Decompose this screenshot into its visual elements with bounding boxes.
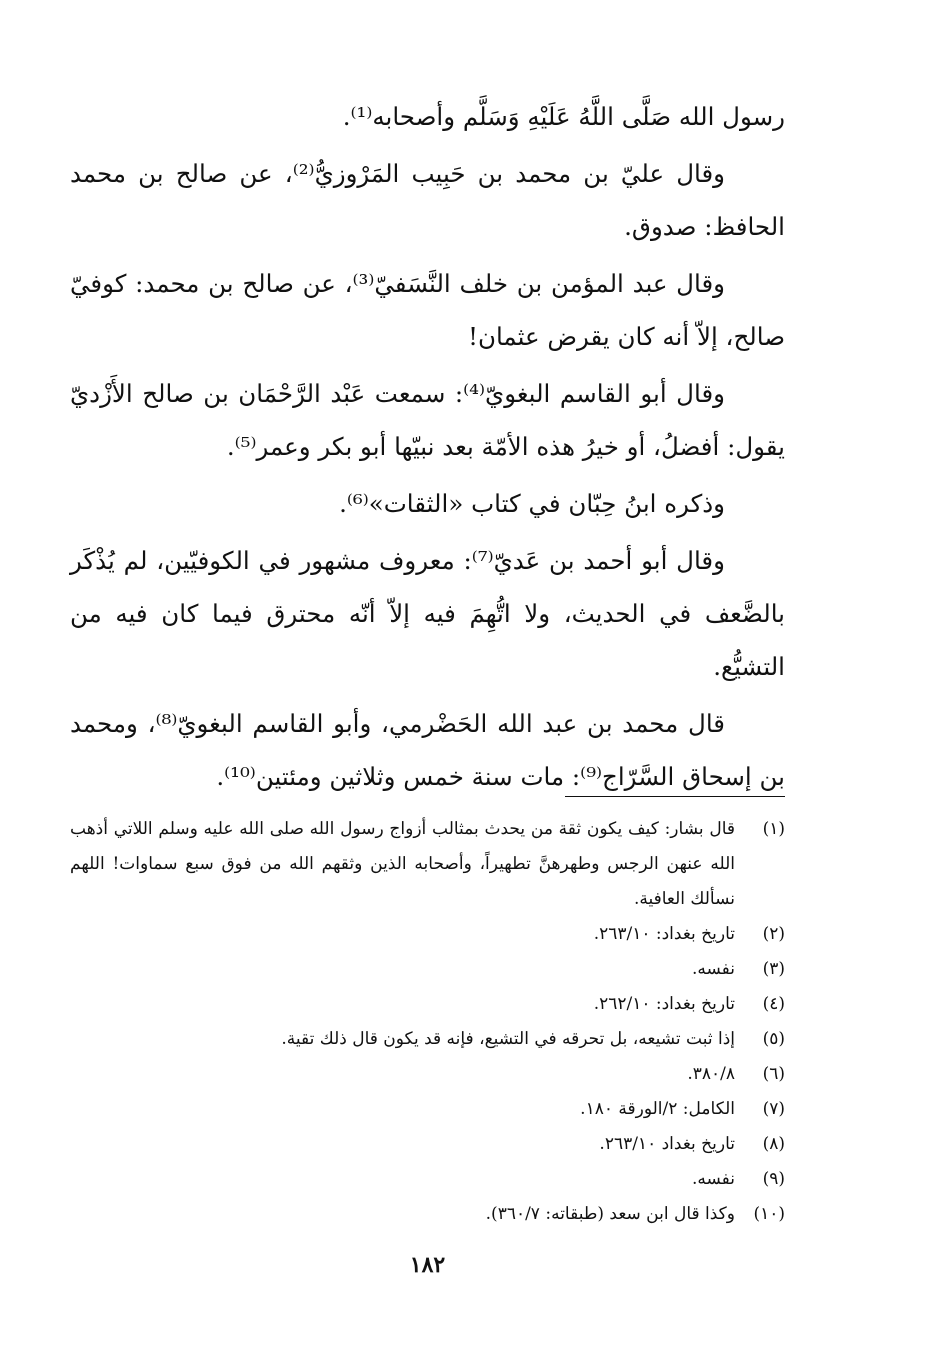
footnote-8 [70,1127,785,1162]
footnote-4 [70,987,785,1022]
footnote-1 [70,812,785,917]
book-page [70,90,785,1310]
footnote-number: (٧) [762,1099,785,1119]
footnote-text: قال بشار: كيف يكون ثقة من يحدث بمثالب أزواج رسول الله صلى الله عليه وسلم اللاتي أذهب الله عنهن الرجس وطهرهنَّ تطهيراً، وأصحابه الذين وثقهم الله من فوق سبع سماوات! اللهم نسألك العافية. [70,819,735,909]
paragraph-3: وقال عبد المؤمن بن خلف النَّسَفيّ⁽³⁾، عن صالح بن محمد: كوفيّ صالح، إلاّ أنه كان يقرض عثمان! [70,269,785,351]
footnote-5 [70,1022,785,1057]
footnote-text: ٣٨٠/٨. [687,1064,735,1084]
page-number: ١٨٢ [409,1252,446,1278]
footnote-9 [70,1162,785,1197]
paragraph-4: وقال أبو القاسم البغويّ⁽⁴⁾: سمعت عَبْد الرَّحْمَان بن صالح الأَزْديّ يقول: أفضلُ، أو خيرُ هذه الأمّة بعد نبيّها أبو بكر وعمر⁽⁵⁾. [70,379,785,461]
paragraph-1: رسول الله صَلَّى اللَّهُ عَلَيْهِ وَسَلَّم وأصحابه⁽¹⁾. [342,102,785,131]
footnote-number: (٣) [762,959,785,979]
footnote-number: (٤) [762,994,785,1014]
footnote-6 [70,1057,785,1092]
footnote-number: (١٠) [753,1204,785,1224]
footnote-10 [70,1197,785,1232]
paragraph-7: قال محمد بن عبد الله الحَضْرمي، وأبو القاسم البغويّ⁽⁸⁾، ومحمد بن إسحاق السَّرّاج⁽⁹⁾: مات سنة خمس وثلاثين ومئتين⁽¹⁰⁾. [70,709,785,791]
paragraph-5: وذكره ابنُ حِبّان في كتاب «الثقات»⁽⁶⁾. [339,489,725,518]
footnote-text: تاريخ بغداد: ٢٦٢/١٠. [593,994,735,1014]
footnote-divider [565,796,785,797]
footnote-number: (٨) [762,1134,785,1154]
footnotes [70,812,785,1232]
footnote-number: (٥) [762,1029,785,1049]
paragraph-2: وقال عليّ بن محمد بن حَبِيب المَرْوزيُّ⁽²⁾، عن صالح بن محمد الحافظ: صدوق. [70,159,785,241]
footnote-3 [70,952,785,987]
footnote-number: (٩) [762,1169,785,1189]
footnote-2 [70,917,785,952]
footnote-text: وكذا قال ابن سعد (طبقاته: ٣٦٠/٧). [485,1204,735,1224]
footnote-text: إذا ثبت تشيعه، بل تحرقه في التشيع، فإنه قد يكون قال ذلك تقية. [281,1029,735,1049]
footnote-text: نفسه. [691,1169,735,1189]
footnote-number: (٢) [762,924,785,944]
footnote-text: تاريخ بغداد: ٢٦٣/١٠. [593,924,735,944]
footnote-number: (٦) [762,1064,785,1084]
footnote-text: نفسه. [691,959,735,979]
footnote-text: الكامل: ٢/الورقة ١٨٠. [580,1099,735,1119]
footnote-number: (١) [762,819,785,839]
paragraph-6: وقال أبو أحمد بن عَديّ⁽⁷⁾: معروف مشهور في الكوفيّين، لم يُذْكَر بالضَّعف في الحديث، ولا اتُّهِمَ فيه إلاّ أنّه محترق فيما كان فيه من التشيُّع. [70,546,785,681]
main-text [70,90,785,803]
footnote-7 [70,1092,785,1127]
footnote-text: تاريخ بغداد ٢٦٣/١٠. [599,1134,735,1154]
